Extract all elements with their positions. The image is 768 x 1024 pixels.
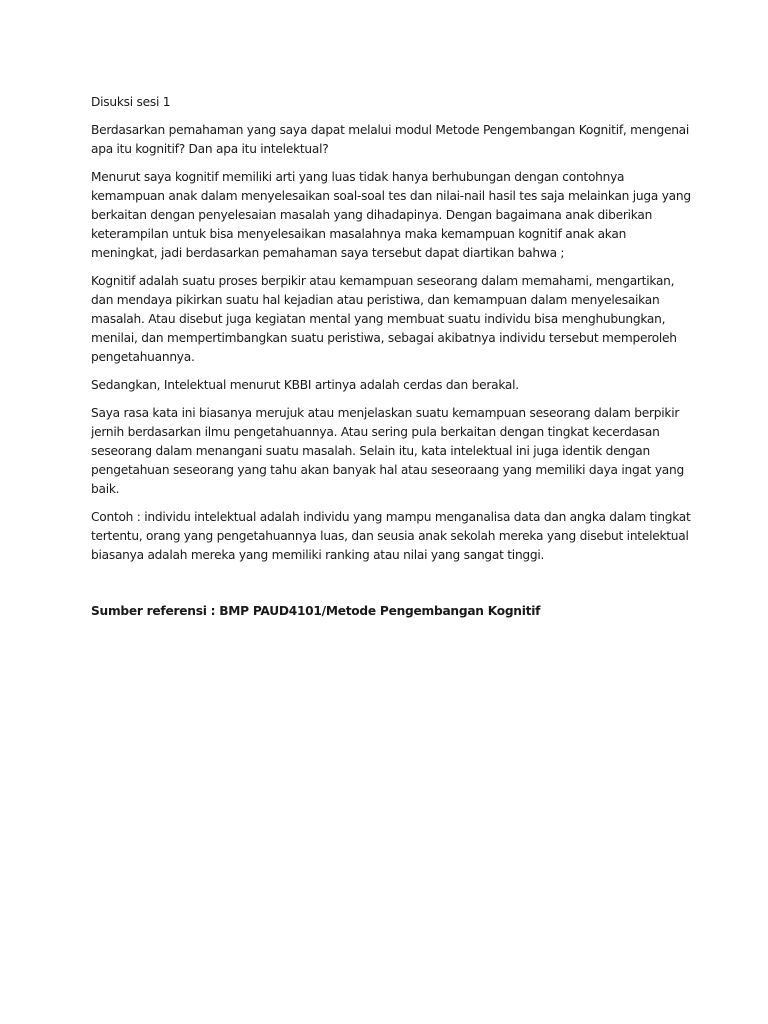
paragraph-intelektual-opinion: Saya rasa kata ini biasanya merujuk atau menjelaskan suatu kemampuan seseorang dalam berpikir jernih berdasarkan ilmu pengetahuannya. Atau sering pula berkaitan dengan tingkat kecerdasan seseorang dalam menangani suatu masalah. Selain itu, kata intelektual ini juga identik dengan pengetahuan seseorang yang tahu akan banyak hal atau seseoraang yang memiliki daya ingat yang baik.: [91, 406, 684, 496]
reference-line: Sumber referensi : BMP PAUD4101/Metode Pengembangan Kognitif: [91, 604, 541, 618]
paragraph-intelektual-kbbi: Sedangkan, Intelektual menurut KBBI artinya adalah cerdas dan berakal.: [91, 378, 519, 392]
document-heading: Disuksi sesi 1: [91, 95, 171, 109]
paragraph-question: Berdasarkan pemahaman yang saya dapat melalui modul Metode Pengembangan Kognitif, mengenai apa itu kognitif? Dan apa itu intelektual?: [91, 123, 690, 156]
paragraph-kognitif-definition: Kognitif adalah suatu proses berpikir atau kemampuan seseorang dalam memahami, mengartikan, dan mendaya pikirkan suatu hal kejadian atau peristiwa, dan kemampuan dalam menyelesaikan masalah. Atau disebut juga kegiatan mental yang membuat suatu individu bisa menghubungkan, menilai, dan mempertimbangkan suatu peristiwa, sebagai akibatnya individu tersebut memperoleh pengetahuannya.: [91, 274, 677, 364]
paragraph-example: Contoh : individu intelektual adalah individu yang mampu menganalisa data dan angka dalam tingkat tertentu, orang yang pengetahuannya luas, dan seusia anak sekolah mereka yang disebut intelektual biasanya adalah mereka yang memiliki ranking atau nilai yang sangat tinggi.: [91, 510, 691, 562]
paragraph-kognitif-opinion: Menurut saya kognitif memiliki arti yang luas tidak hanya berhubungan dengan contohnya kemampuan anak dalam menyelesaikan soal-soal tes dan nilai-nail hasil tes saja melainkan juga yang berkaitan dengan penyelesaian masalah yang dihadapinya. Dengan bagaimana anak diberikan keterampilan untuk bisa menyelesaikan masalahnya maka kemampuan kognitif anak akan meningkat, jadi berdasarkan pemahaman saya tersebut dapat diartikan bahwa ;: [91, 170, 691, 260]
document-body: [91, 93, 691, 630]
